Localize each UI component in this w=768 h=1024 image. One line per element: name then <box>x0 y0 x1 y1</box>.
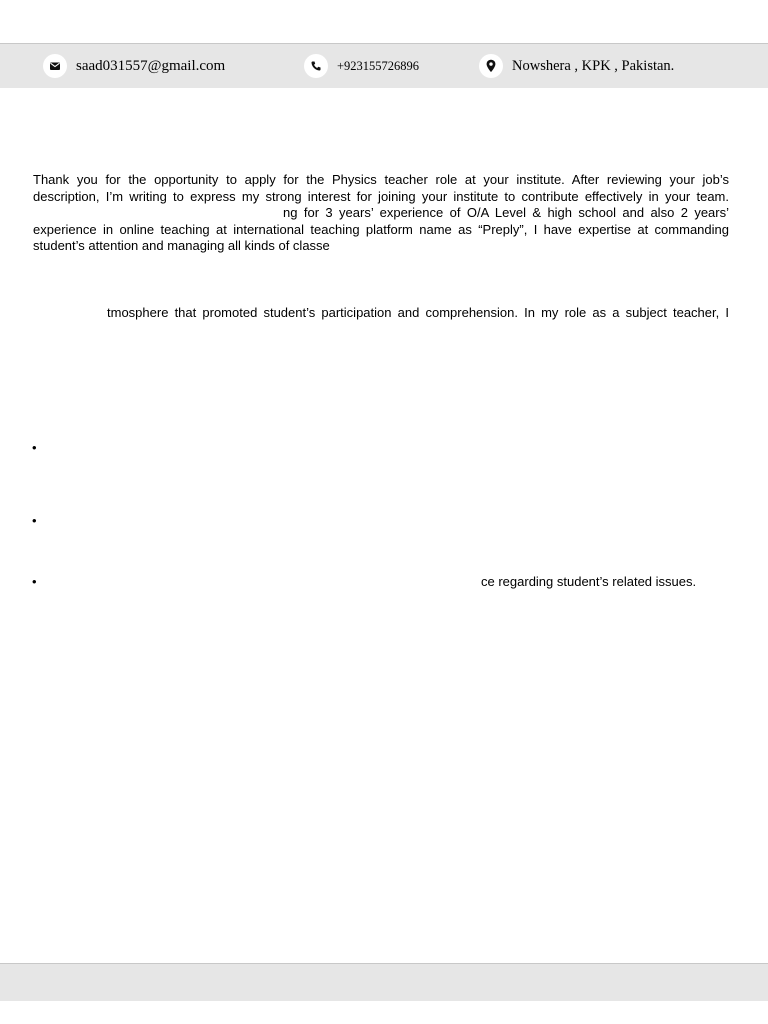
cover-letter-paragraph-1 <box>33 172 729 255</box>
bullet-3-text: ce regarding student’s related issues. <box>481 574 697 589</box>
email-address[interactable]: saad031557@gmail.com <box>76 57 226 74</box>
address-text: Nowshera , KPK , Pakistan. <box>512 57 675 74</box>
footer-bar <box>0 963 768 1001</box>
address-contact <box>479 52 674 80</box>
paragraph-line: experience in online teaching at international teaching platform name as “Preply”, I have expertise at commanding <box>33 221 729 237</box>
phone-icon <box>304 54 328 78</box>
paragraph-line: ng for 3 years’ experience of O/A Level & high school and also 2 years’ <box>283 205 729 221</box>
bullet-3: • <box>32 574 37 589</box>
paragraph-line: Thank you for the opportunity to apply for the Physics teacher role at your institute. After reviewing your job’s <box>33 172 729 187</box>
location-pin-icon <box>479 54 503 78</box>
contact-bar <box>0 43 768 88</box>
bullet-1: • <box>32 440 37 455</box>
email-contact <box>43 52 225 80</box>
envelope-icon <box>43 54 67 78</box>
phone-number[interactable]: +923155726896 <box>337 58 420 73</box>
phone-contact <box>304 52 419 80</box>
paragraph-line: student’s attention and managing all kinds of classe <box>33 238 330 254</box>
cover-letter-paragraph-2 <box>33 305 729 322</box>
paragraph-line: description, I’m writing to express my strong interest for joining your institute to contribute effectively in your team. <box>33 188 729 204</box>
bullet-2: • <box>32 513 37 528</box>
paragraph-line: tmosphere that promoted student’s participation and comprehension. In my role as a subject teacher, I <box>107 305 729 320</box>
